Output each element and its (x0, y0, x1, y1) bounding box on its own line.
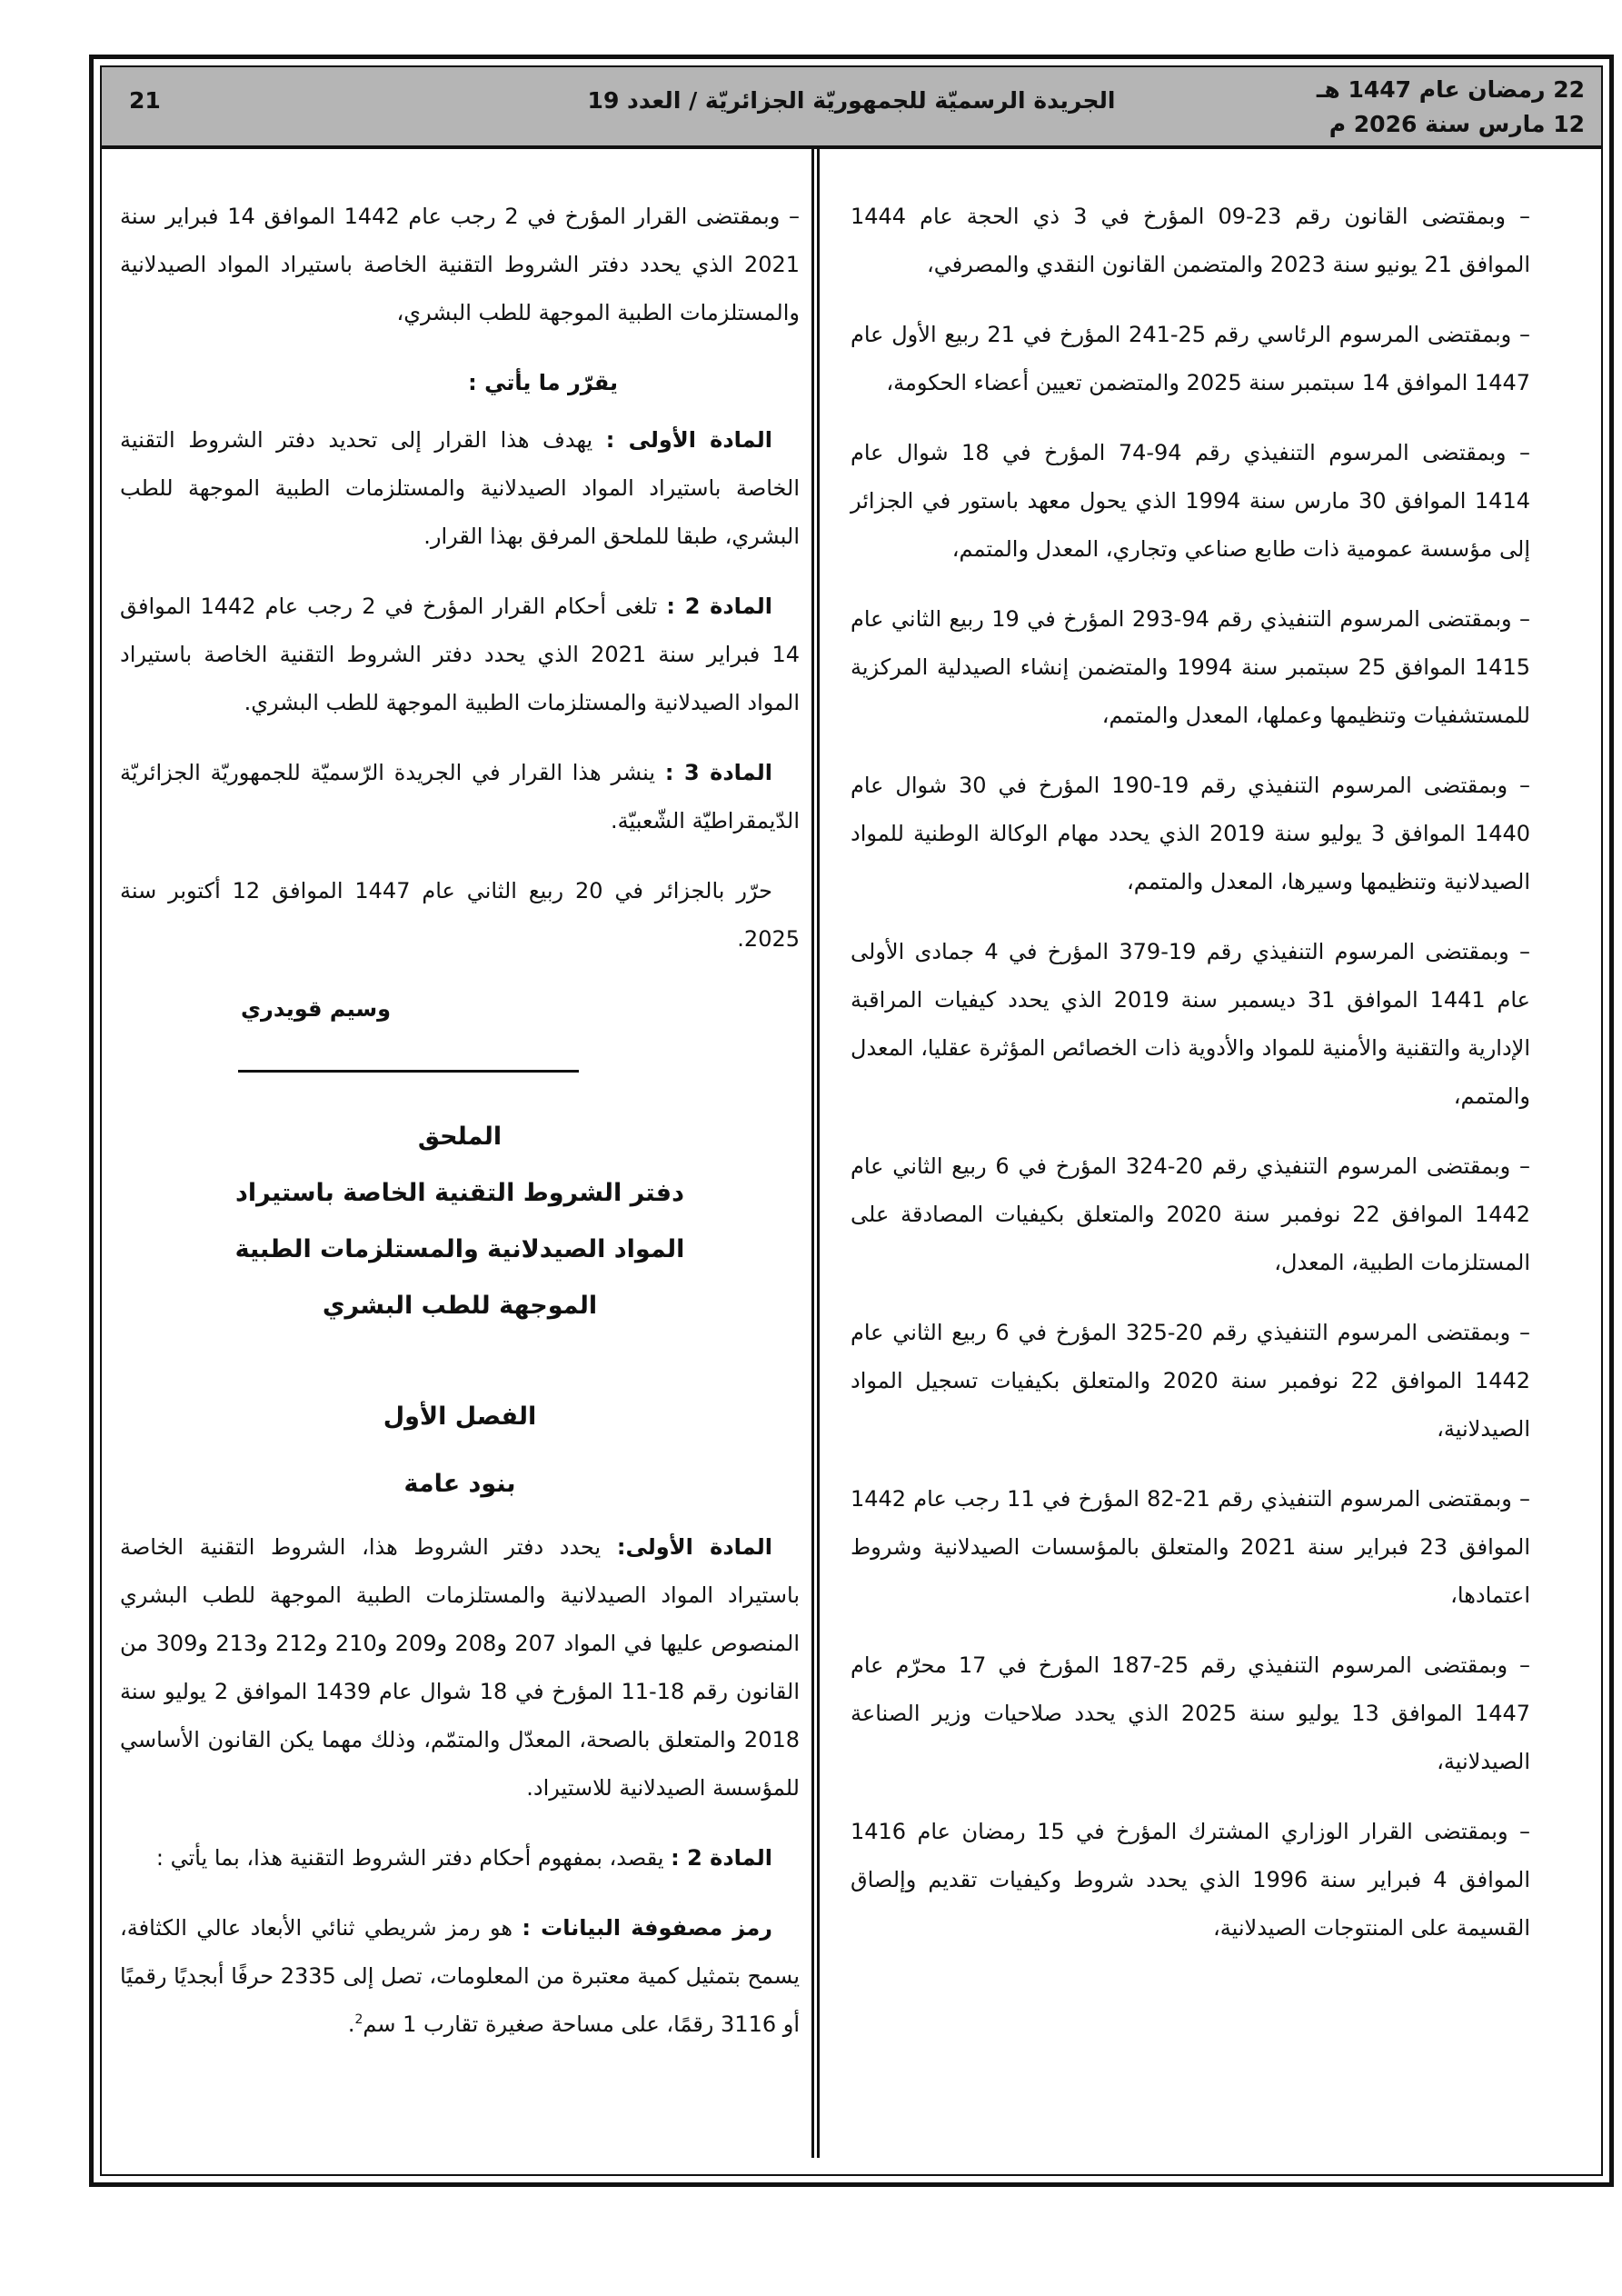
preamble-paragraph: – وبمقتضى المرسوم التنفيذي رقم 19-379 المؤرخ في 4 جمادى الأولى عام 1441 الموافق 31 ديسمبر سنة 2019 الذي يحدد كيفيات المراقبة الإدارية والتقنية والأمنية للمواد والأدوية ذات الخصائص المؤثرة عقليا، المعدل والمتمم، (851, 939, 1531, 1109)
article-label: المادة 3 : (664, 760, 772, 785)
definition-text: هو رمز شريطي ثنائي الأبعاد عالي الكثافة، يسمح بتمثيل كمية معتبرة من المعلومات، تصل إلى 2335 حرفًا أبجديًا رقميًا أو 3116 رقمًا، على مساحة صغيرة تقارب 1 سم (120, 1915, 801, 2037)
preamble-paragraph: – وبمقتضى القانون رقم 23-09 المؤرخ في 3 ذي الحجة عام 1444 الموافق 21 يونيو سنة 2023 والمتضمن القانون النقدي والمصرفي، (851, 204, 1531, 277)
definition-term: رمز مصفوفة البيانات : (522, 1915, 772, 1941)
article-3 (120, 749, 800, 845)
chapter-heading: الفصل الأول (383, 1403, 537, 1431)
preamble-paragraph: – وبمقتضى المرسوم التنفيذي رقم 25-187 المؤرخ في 17 محرّم عام 1447 الموافق 13 يوليو سنة 2025 الذي يحدد صلاحيات وزير الصناعة الصيدلانية، (851, 1652, 1531, 1774)
preamble-paragraph: – وبمقتضى المرسوم التنفيذي رقم 94-293 المؤرخ في 19 ربيع الثاني عام 1415 الموافق 25 سبتمبر سنة 1994 والمتضمن إنشاء الصيدلية المركزية للمستشفيات وتنظيمها وعملها، المعدل والمتمم، (851, 606, 1531, 728)
preamble-paragraph: – وبمقتضى المرسوم التنفيذي رقم 20-324 المؤرخ في 6 ربيع الثاني عام 1442 الموافق 22 نوفمبر سنة 2020 والمتعلق بكيفيات المصادقة على المستلزمات الطبية، المعدل، (851, 1153, 1531, 1275)
decision-heading: يقرّر ما يأتي : (468, 370, 618, 395)
preamble-paragraph: – وبمقتضى القرار المؤرخ في 2 رجب عام 1442 الموافق 14 فبراير سنة 2021 الذي يحدد دفتر الشروط التقنية الخاصة باستيراد المواد الصيدلانية والمستلزمات الطبية الموجهة للطب البشري، (120, 204, 801, 325)
article-2 (120, 583, 800, 727)
article-label: المادة الأولى : (605, 427, 772, 453)
article-text: يهدف هذا القرار إلى تحديد دفتر الشروط التقنية الخاصة باستيراد المواد الصيدلانية والمستلزمات الطبية الموجهة للطب البشري، طبقا للملحق المرفق بهذا القرار. (120, 427, 800, 549)
definition-end: . (347, 2011, 355, 2037)
article-label: المادة 2 : (671, 1845, 772, 1871)
signature: وسيم قويدري (241, 996, 391, 1022)
date-gregorian: 12 مارس سنة 2026 م (1328, 111, 1585, 137)
annex-title-line: دفتر الشروط التقنية الخاصة باستيراد (235, 1179, 684, 1207)
page-header (102, 67, 1601, 149)
article-text: تلغى أحكام القرار المؤرخ في 2 رجب عام 1442 الموافق 14 فبراير سنة 2021 الذي يحدد دفتر الشروط التقنية الخاصة باستيراد المواد الصيدلانية والمستلزمات الطبية الموجهة للطب البشري. (120, 594, 801, 715)
preamble-paragraph: – وبمقتضى المرسوم التنفيذي رقم 19-190 المؤرخ في 30 شوال عام 1440 الموافق 3 يوليو سنة 2019 الذي يحدد مهام الوكالة الوطنية للمواد الصيدلانية وتنظيمها وسيرها، المعدل والمتمم، (851, 773, 1531, 894)
superscript: 2 (354, 2012, 363, 2027)
preamble-paragraph: – وبمقتضى المرسوم التنفيذي رقم 20-325 المؤرخ في 6 ربيع الثاني عام 1442 الموافق 22 نوفمبر سنة 2020 والمتعلق بكيفيات تسجيل المواد الصيدلانية، (851, 1320, 1531, 1442)
chapter-title: بنود عامة (403, 1470, 516, 1498)
article-1 (120, 416, 800, 561)
annex-heading (120, 1109, 800, 1334)
left-column (120, 193, 800, 2071)
article-text: يقصد، بمفهوم أحكام دفتر الشروط التقنية هذا، بما يأتي : (155, 1845, 672, 1871)
annex-title-line: المواد الصيدلانية والمستلزمات الطبية (234, 1235, 685, 1263)
separator-line (238, 1070, 579, 1073)
preamble-paragraph: – وبمقتضى المرسوم الرئاسي رقم 25-241 المؤرخ في 21 ربيع الأول عام 1447 الموافق 14 سبتمبر سنة 2025 والمتضمن تعيين أعضاء الحكومة، (851, 322, 1531, 395)
definition-datamatrix (120, 1904, 800, 2049)
article-label: المادة الأولى: (616, 1534, 772, 1560)
page-number: 21 (129, 87, 161, 114)
article-label: المادة 2 : (666, 594, 773, 619)
article-text: ينشر هذا القرار في الجريدة الرّسميّة للجمهوريّة الجزائريّة الدّيمقراطيّة الشّعبيّة. (120, 760, 800, 834)
right-column (851, 193, 1530, 1974)
done-at: حرّر بالجزائر في 20 ربيع الثاني عام 1447 الموافق 12 أكتوبر سنة 2025. (120, 878, 800, 952)
preamble-paragraph: – وبمقتضى القرار الوزاري المشترك المؤرخ في 15 رمضان عام 1416 الموافق 4 فبراير سنة 1996 الذي يحدد شروط وكيفيات تقديم وإلصاق القسيمة على المنتوجات الصيدلانية، (851, 1819, 1530, 1941)
column-divider (811, 149, 820, 2158)
journal-title: الجريدة الرسميّة للجمهوريّة الجزائريّة / العدد 19 (587, 87, 1116, 114)
date-hijri: 22 رمضان عام 1447 هـ (1316, 76, 1585, 103)
annex-article-1 (120, 1523, 800, 1812)
article-text: يحدد دفتر الشروط هذا، الشروط التقنية الخاصة باستيراد المواد الصيدلانية والمستلزمات الطبية الموجهة للطب البشري المنصوص عليها في المواد 207 و208 و209 و210 و212 و213 و309 من القانون رقم 18-11 المؤرخ في 18 شوال عام 1439 الموافق 2 يوليو سنة 2018 والمتعلق بالصحة، المعدّل والمتمّم، وذلك مهما يكن القانون الأساسي للمؤسسة الصيدلانية للاستيراد. (120, 1534, 800, 1801)
preamble-paragraph: – وبمقتضى المرسوم التنفيذي رقم 94-74 المؤرخ في 18 شوال عام 1414 الموافق 30 مارس سنة 1994 الذي يحول معهد باستور في الجزائر إلى مؤسسة عمومية ذات طابع صناعي وتجاري، المعدل والمتمم، (851, 440, 1530, 562)
annex-article-2 (120, 1834, 800, 1882)
annex-label: الملحق (417, 1123, 503, 1151)
annex-title-line: الموجهة للطب البشري (322, 1292, 598, 1320)
preamble-paragraph: – وبمقتضى المرسوم التنفيذي رقم 21-82 المؤرخ في 11 رجب عام 1442 الموافق 23 فبراير سنة 2021 والمتعلق بالمؤسسات الصيدلانية وشروط اعتمادها، (851, 1486, 1530, 1608)
